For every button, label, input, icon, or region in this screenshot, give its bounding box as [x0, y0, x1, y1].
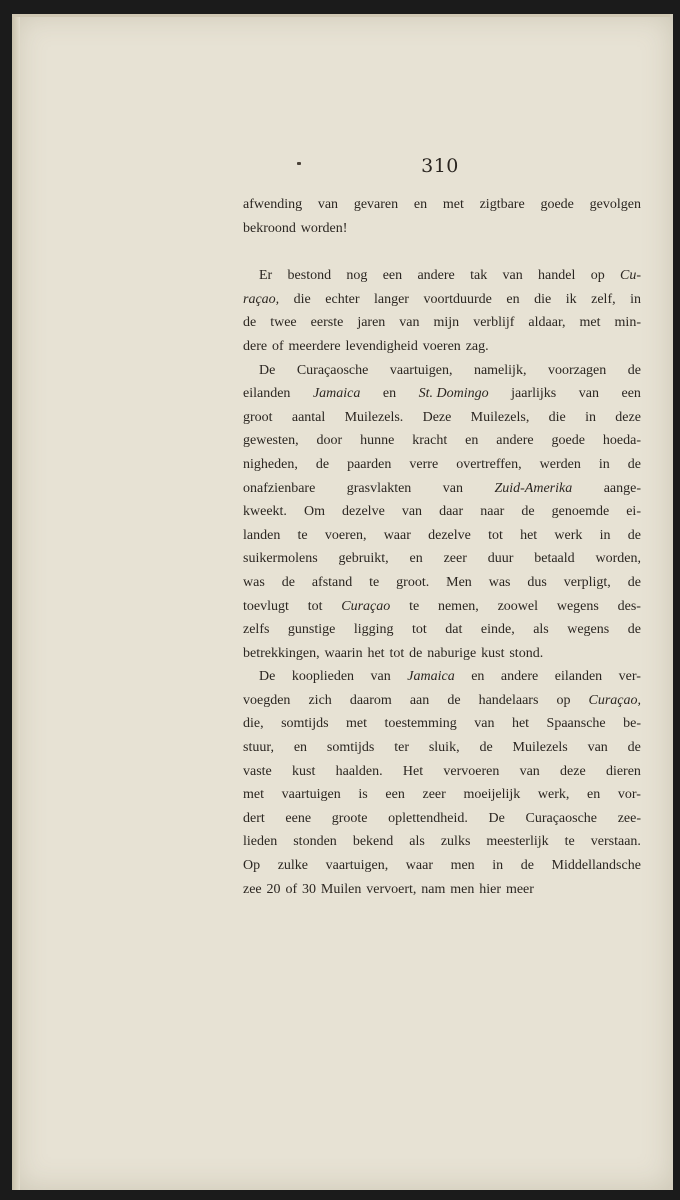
word: dere: [243, 338, 268, 354]
word: toestemming: [384, 716, 457, 732]
word: de: [627, 740, 641, 756]
word: dieren: [605, 763, 641, 779]
word: sluik,: [428, 740, 460, 756]
word: gebruikt,: [338, 551, 389, 567]
word: dat: [445, 622, 463, 638]
word: die,: [243, 716, 264, 732]
word: nog: [346, 268, 368, 284]
word: naar: [480, 504, 505, 520]
word: zee: [243, 881, 262, 897]
word: nemen,: [437, 598, 479, 614]
word: voortduurde: [423, 291, 492, 307]
body-text: [243, 193, 641, 901]
word: men: [450, 858, 475, 874]
word: zeer: [422, 787, 446, 803]
word: aldaar,: [528, 315, 566, 331]
word: een: [382, 268, 403, 284]
word: Spaansche: [546, 716, 606, 732]
text-line: [243, 783, 641, 807]
word: daarom: [349, 692, 392, 708]
word: betrekkingen,: [243, 645, 320, 661]
word: nigheden,: [243, 456, 298, 472]
word: De: [488, 810, 505, 826]
page-number: 310: [421, 155, 459, 177]
word: verblijf: [473, 315, 515, 331]
word: stonden: [293, 834, 337, 850]
word: deze: [615, 409, 641, 425]
word: aan: [409, 692, 430, 708]
word: 20: [266, 881, 281, 897]
word: de: [627, 527, 641, 543]
word: de: [447, 692, 461, 708]
word: hier: [479, 881, 502, 897]
word: in: [599, 527, 611, 543]
word: groote: [331, 810, 368, 826]
word: duur: [487, 551, 514, 567]
word: onafzienbare: [243, 480, 316, 496]
text-line: [243, 760, 641, 784]
word: gevolgen: [589, 197, 641, 212]
text-line: [243, 736, 641, 760]
word: ter: [394, 740, 409, 756]
word: gewesten,: [243, 433, 299, 449]
word: De: [259, 669, 276, 685]
word: en: [506, 291, 520, 307]
word: mijn: [433, 315, 460, 331]
word: een: [385, 787, 405, 803]
text-line: [243, 878, 641, 902]
word: met: [346, 716, 368, 732]
word: afwending: [243, 197, 303, 212]
word: als: [533, 622, 549, 638]
word: Muilezels,: [470, 409, 530, 425]
word: kweekt.: [243, 504, 287, 520]
paragraph-p2: [243, 264, 641, 358]
word: gunstige: [287, 622, 336, 638]
word: somtijds: [281, 716, 329, 732]
word: was: [488, 574, 511, 590]
word: die: [293, 291, 311, 307]
word: toevlugt: [243, 598, 289, 614]
word: deze: [560, 763, 586, 779]
word: dus: [527, 574, 547, 590]
word: handel: [538, 268, 576, 284]
word: vaartuigen,: [389, 362, 453, 378]
word: van: [317, 197, 339, 212]
word: verpligt,: [563, 574, 611, 590]
word: gevaren: [353, 197, 399, 212]
word: Muilen: [320, 881, 362, 897]
word: zich: [308, 692, 332, 708]
word: de: [521, 504, 535, 520]
word: in: [585, 409, 596, 425]
text-line: [243, 406, 641, 430]
word: Muilezels.: [344, 409, 404, 425]
word: haalden.: [335, 763, 383, 779]
word: min-: [614, 315, 641, 331]
word: voeren,: [324, 527, 367, 543]
word: meerdere: [288, 338, 341, 354]
word: aange-: [603, 480, 641, 496]
word: suikermolens: [243, 551, 318, 567]
word: werk: [554, 527, 583, 543]
word: of: [271, 338, 284, 354]
word: goede: [540, 197, 574, 212]
word: jaren: [357, 315, 386, 331]
paragraph-p1: [243, 193, 641, 240]
page-top-edge: [12, 14, 670, 17]
word: ver-: [618, 669, 641, 685]
word: door: [316, 433, 343, 449]
word: met: [579, 315, 601, 331]
word: de: [520, 858, 534, 874]
word: te: [369, 574, 380, 590]
word: des-: [617, 598, 641, 614]
word: groot: [243, 409, 273, 425]
word: werden: [539, 456, 581, 472]
word: het: [520, 527, 538, 543]
word: echter: [325, 291, 360, 307]
word: en: [409, 551, 423, 567]
word: met: [243, 787, 264, 803]
word: bekroond: [243, 220, 296, 236]
word: afstand: [311, 574, 353, 590]
word: worden!: [300, 220, 348, 236]
text-line: [243, 288, 641, 312]
word: op: [556, 692, 571, 708]
word: vaartuigen,: [325, 858, 389, 874]
paragraph-p4: [243, 665, 641, 901]
word: die: [534, 291, 552, 307]
word: verre: [409, 456, 439, 472]
text-line: [243, 359, 641, 383]
word: dezelve: [342, 504, 385, 520]
word: tot: [307, 598, 323, 614]
word: ei-: [626, 504, 641, 520]
word: zelf,: [591, 291, 616, 307]
word: het: [511, 716, 530, 732]
word: de: [627, 456, 641, 472]
word: zulke: [277, 858, 309, 874]
word: Jamaica: [312, 386, 361, 402]
word: zelfs: [243, 622, 270, 638]
word: die: [548, 409, 566, 425]
word: de: [627, 574, 641, 590]
word: zag.: [465, 338, 489, 354]
word: de: [281, 574, 295, 590]
word: meer: [505, 881, 534, 897]
word: en: [382, 386, 397, 402]
word: vaartuigen: [281, 787, 341, 803]
text-line: [243, 712, 641, 736]
word: levendigheid: [345, 338, 418, 354]
paragraph-gap: [243, 240, 641, 264]
word: Curaçao: [341, 598, 391, 614]
word: Zuid-Amerika: [494, 480, 573, 496]
word: zeer: [443, 551, 467, 567]
word: werk,: [537, 787, 570, 803]
word: stuur,: [243, 740, 274, 756]
word: betaald: [534, 551, 575, 567]
word: be-: [623, 716, 641, 732]
text-line: [243, 264, 641, 288]
word: van: [442, 480, 463, 496]
word: raçao,: [243, 291, 280, 307]
word: van: [370, 669, 391, 685]
word: voegden: [243, 692, 291, 708]
text-line: [243, 665, 641, 689]
word: voorzagen: [547, 362, 607, 378]
word: naburige: [427, 645, 477, 661]
word: kooplieden: [291, 669, 355, 685]
word: zulks: [440, 834, 471, 850]
word: bekend: [352, 834, 394, 850]
word: vervoeren: [443, 763, 500, 779]
word: en: [471, 669, 485, 685]
word: te: [564, 834, 575, 850]
word: voeren: [422, 338, 461, 354]
word: daar: [439, 504, 464, 520]
word: was: [243, 574, 265, 590]
word: te: [409, 598, 420, 614]
word: men: [450, 881, 475, 897]
word: kust: [292, 763, 316, 779]
word: vaste: [243, 763, 272, 779]
word: nam: [421, 881, 446, 897]
word: meesterlijk: [486, 834, 549, 850]
word: de: [627, 362, 641, 378]
word: andere: [496, 433, 534, 449]
word: zigtbare: [479, 197, 525, 212]
word: van: [401, 504, 423, 520]
word: de: [409, 645, 423, 661]
word: is: [358, 787, 368, 803]
word: dert: [243, 810, 265, 826]
word: te: [297, 527, 308, 543]
word: Om: [303, 504, 325, 520]
word: van: [587, 740, 608, 756]
word: tot: [488, 527, 503, 543]
word: eene: [285, 810, 312, 826]
word: einde,: [480, 622, 515, 638]
word: lieden: [243, 834, 278, 850]
word: stond.: [509, 645, 544, 661]
word: Curaçaosche: [525, 810, 598, 826]
word: jaarlijks: [511, 386, 557, 402]
text-line: [243, 689, 641, 713]
word: hunne: [360, 433, 395, 449]
word: moeijelijk: [463, 787, 521, 803]
word: goede: [551, 433, 585, 449]
word: met: [442, 197, 464, 212]
word: tot: [412, 622, 427, 638]
word: Curaçaosche: [296, 362, 369, 378]
word: Curaçao,: [588, 692, 641, 708]
word: overtreffen,: [456, 456, 522, 472]
word: waar: [383, 527, 411, 543]
word: Men: [446, 574, 472, 590]
word: in: [492, 858, 504, 874]
word: Er: [259, 268, 273, 284]
word: in: [598, 456, 610, 472]
word: tot: [389, 645, 405, 661]
text-line: [243, 571, 641, 595]
word: Deze: [422, 409, 452, 425]
word: namelijk,: [473, 362, 527, 378]
word: paarden: [347, 456, 392, 472]
word: als: [409, 834, 425, 850]
word: grasvlakten: [346, 480, 412, 496]
word: genoemde: [551, 504, 610, 520]
word: eilanden: [554, 669, 603, 685]
word: worden,: [595, 551, 641, 567]
word: Cu-: [620, 268, 641, 284]
text-line: [243, 335, 641, 359]
paragraph-p3: [243, 359, 641, 666]
text-line: [243, 477, 641, 501]
word: eerste: [310, 315, 344, 331]
word: wegens: [556, 598, 599, 614]
word: in: [630, 291, 641, 307]
word: eilanden: [243, 386, 291, 402]
word: van: [399, 315, 420, 331]
text-line: [243, 595, 641, 619]
word: twee: [270, 315, 297, 331]
word: dezelve: [428, 527, 471, 543]
word: van: [578, 386, 599, 402]
text-line: [243, 524, 641, 548]
word: en: [465, 433, 479, 449]
text-line: [243, 382, 641, 406]
text-line: [243, 547, 641, 571]
word: op: [590, 268, 605, 284]
text-line: [243, 618, 641, 642]
word: van: [502, 268, 523, 284]
text-line: [243, 217, 641, 241]
word: de: [479, 740, 493, 756]
word: aantal: [291, 409, 326, 425]
word: en: [587, 787, 601, 803]
word: Het: [402, 763, 424, 779]
word: van: [474, 716, 495, 732]
page-edge: [12, 14, 20, 1190]
word: 30: [302, 881, 316, 897]
text-line: [243, 830, 641, 854]
word: de: [315, 456, 330, 472]
word: het: [367, 645, 385, 661]
text-line: [243, 429, 641, 453]
word: wegens: [567, 622, 610, 638]
word: de: [627, 622, 641, 638]
text-line: [243, 642, 641, 666]
word: en: [293, 740, 308, 756]
word: Muilezels: [512, 740, 568, 756]
text-line: [243, 807, 641, 831]
word: verstaan.: [590, 834, 641, 850]
word: kust: [481, 645, 505, 661]
word: groot.: [396, 574, 430, 590]
text-line: [243, 193, 641, 217]
word: vervoert,: [366, 881, 417, 897]
word: en: [413, 197, 428, 212]
word: langer: [373, 291, 409, 307]
word: somtijds: [326, 740, 375, 756]
word: Op: [243, 858, 261, 874]
word: van: [519, 763, 540, 779]
word: Jamaica: [407, 669, 455, 685]
word: hoeda-: [602, 433, 641, 449]
word: handelaars: [478, 692, 539, 708]
text-line: [243, 453, 641, 477]
word: de: [243, 315, 257, 331]
text-line: [243, 500, 641, 524]
text-line: [243, 854, 641, 878]
word: andere: [417, 268, 455, 284]
word: De: [259, 362, 276, 378]
word: waar: [405, 858, 433, 874]
word: St. Domingo: [418, 386, 489, 402]
word: zee-: [617, 810, 641, 826]
word: tak: [470, 268, 488, 284]
word: kracht: [412, 433, 448, 449]
word: waarin: [324, 645, 363, 661]
word: Middellandsche: [551, 858, 641, 874]
word: of: [285, 881, 298, 897]
word: vor-: [617, 787, 641, 803]
word: bestond: [287, 268, 332, 284]
text-line: [243, 311, 641, 335]
word: landen: [243, 527, 281, 543]
word: een: [621, 386, 641, 402]
word: zoowel: [497, 598, 539, 614]
word: ligging: [353, 622, 394, 638]
word: andere: [500, 669, 539, 685]
word: oplettendheid.: [388, 810, 468, 826]
word: ik: [565, 291, 577, 307]
